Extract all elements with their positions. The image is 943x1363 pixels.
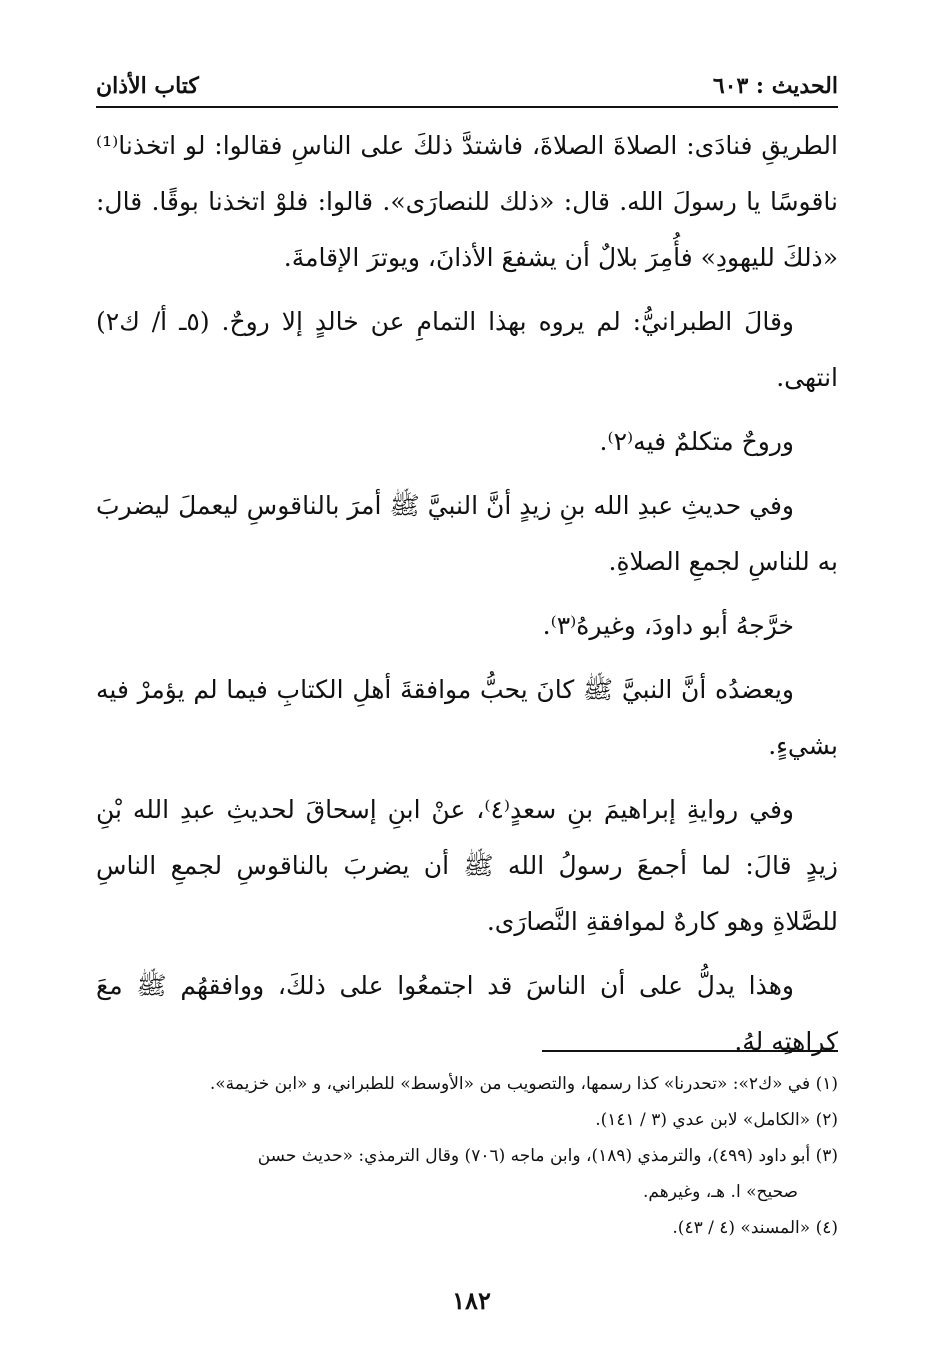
footnote: (١) في «ك٢»: «تحدرنا» كذا رسمها، والتصويب من «الأوسط» للطبراني، و «ابن خزيمة». bbox=[209, 1074, 838, 1094]
footnote: (٢) «الكامل» لابن عدي (٣ / ١٤١). bbox=[595, 1110, 838, 1130]
running-header bbox=[96, 66, 838, 108]
paragraph: وقالَ الطبرانيُّ: لم يروه بهذا التمامِ عن خالدٍ إلا روحٌ. (٥ـ أ/ ك٢) انتهى. bbox=[96, 307, 838, 392]
page-number: ١٨٢ bbox=[452, 1286, 491, 1315]
footnotes bbox=[96, 1066, 838, 1246]
paragraph: وروحٌ متكلمٌ فيه⁽٢⁾. bbox=[599, 427, 794, 456]
footnote: (٤) «المسند» (٤ / ٤٣). bbox=[672, 1218, 838, 1238]
paragraph: وهذا يدلُّ على أن الناسَ قد اجتمعُوا على ذلكَ، ووافقهُم ﷺ معَ كراهتِه لهُ. bbox=[96, 971, 838, 1056]
footnote: (٣) أبو داود (٤٩٩)، والترمذي (١٨٩)، وابن ماجه (٧٠٦) وقال الترمذي: «حديث حسن bbox=[257, 1146, 838, 1166]
paragraph: وفي حديثِ عبدِ الله بنِ زيدٍ أنَّ النبيَّ ﷺ أمرَ بالناقوسِ ليعملَ ليضربَ به للناسِ لجمعِ الصلاةِ. bbox=[96, 491, 838, 576]
paragraph: ويعضدُه أنَّ النبيَّ ﷺ كانَ يحبُّ موافقةَ أهلِ الكتابِ فيما لم يؤمرْ فيه بشيءٍ. bbox=[96, 675, 838, 760]
paragraph: خرَّجهُ أبو داودَ، وغيرهُ⁽٣⁾. bbox=[542, 611, 794, 640]
main-text bbox=[96, 118, 838, 1078]
paragraph: وفي روايةِ إبراهيمَ بنِ سعدٍ⁽٤⁾، عنْ ابنِ إسحاقَ لحديثِ عبدِ الله بْنِ زيدٍ قالَ: لما أجمعَ رسولُ الله ﷺ أن يضربَ بالناقوسِ لجمعِ الناسِ للصَّلاةِ وهو كارهٌ لموافقةِ النَّصارَى. bbox=[96, 795, 838, 936]
footnote-divider bbox=[542, 1050, 838, 1052]
footnote-continuation: صحيح» ا. هـ، وغيرهم. bbox=[643, 1182, 798, 1202]
hadith-number-label: الحديث : ٦٠٣ bbox=[712, 73, 838, 99]
book-title: كتاب الأذان bbox=[96, 73, 199, 99]
paragraph: الطريقِ فنادَى: الصلاةَ الصلاةَ، فاشتدَّ ذلكَ على الناسِ فقالوا: لو اتخذنا⁽¹⁾ ناقوسًا يا رسولَ الله. قال: «ذلك للنصارَى». قالوا: فلوْ اتخذنا بوقًا. قال: «ذلكَ لليهودِ» فأُمِرَ بلالٌ أن يشفعَ الأذانَ، ويوترَ الإقامةَ. bbox=[96, 131, 838, 272]
